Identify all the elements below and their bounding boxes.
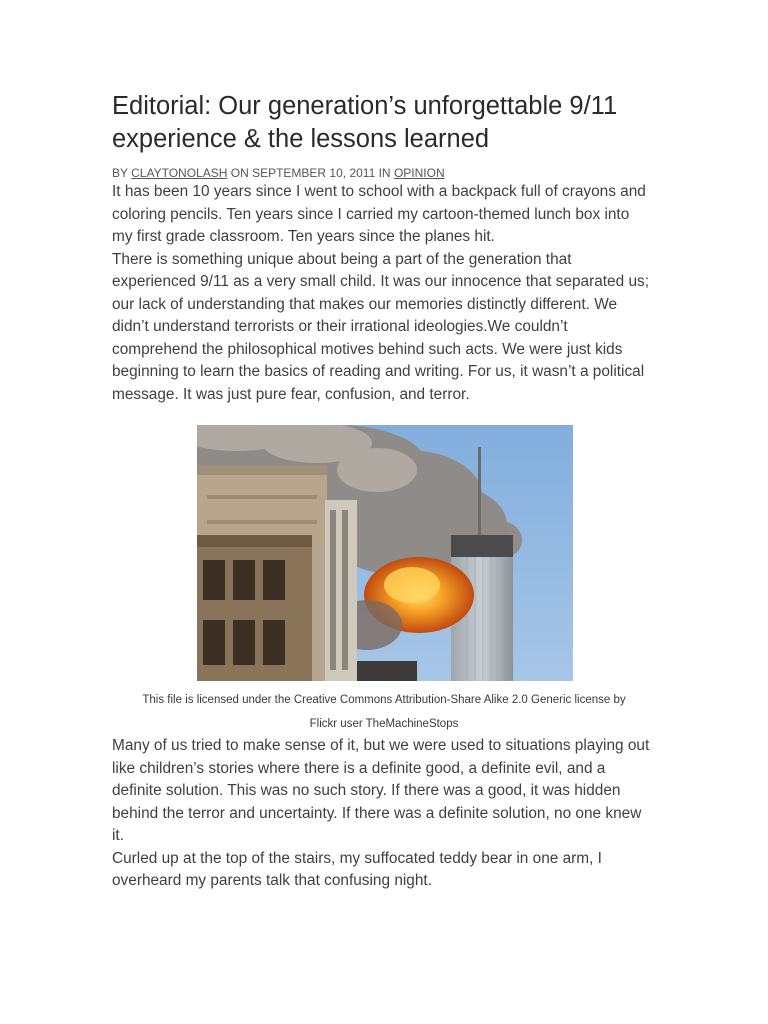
byline-by: BY xyxy=(112,166,128,180)
paragraph: It has been 10 years since I went to school with a backpack full of crayons and coloring pencils. Ten years since I carried my cartoon-themed lunch box into my first grade classroom. Ten years since the planes hit. xyxy=(112,183,646,245)
caption-line: Flickr user TheMachineStops xyxy=(309,718,459,730)
article-title: Editorial: Our generation’s unforgettable 9/11 experience & the lessons learned xyxy=(112,92,618,153)
paragraph: Many of us tried to make sense of it, but we were used to situations playing out like children’s stories where there is a definite good, a definite evil, and a definite solution. This was no such story. If there was a good, it was hidden behind the terror and uncertainty. If there was a definite solution, no one knew it. xyxy=(112,737,650,844)
author-link[interactable]: CLAYTONOLASH xyxy=(131,166,228,180)
paragraph: Curled up at the top of the stairs, my suffocated teddy bear in one arm, I overheard my parents talk that confusing night. xyxy=(112,849,602,889)
category-link[interactable]: OPINION xyxy=(393,166,445,180)
byline-date: ON SEPTEMBER 10, 2011 IN xyxy=(230,166,391,180)
burning-towers-photo xyxy=(197,425,573,681)
paragraph: There is something unique about being a part of the generation that experienced 9/11 as a very small child. It was our innocence that separated us; our lack of understanding that makes our memories distinctly different. We didn’t understand terrorists or their irrational ideologies.We couldn’t comprehend the philosophical motives behind such acts. We were just kids beginning to learn the basics of reading and writing. For us, it wasn’t a political message. It was just pure fear, confusion, and terror. xyxy=(112,250,649,403)
article xyxy=(112,90,652,406)
article-photo xyxy=(197,425,573,681)
byline xyxy=(112,166,652,180)
post-image-text xyxy=(112,735,657,893)
caption-line: This file is licensed under the Creative Commons Attribution-Share Alike 2.0 Generic license by xyxy=(142,694,626,706)
image-caption xyxy=(100,688,668,736)
intro-text xyxy=(112,181,652,406)
